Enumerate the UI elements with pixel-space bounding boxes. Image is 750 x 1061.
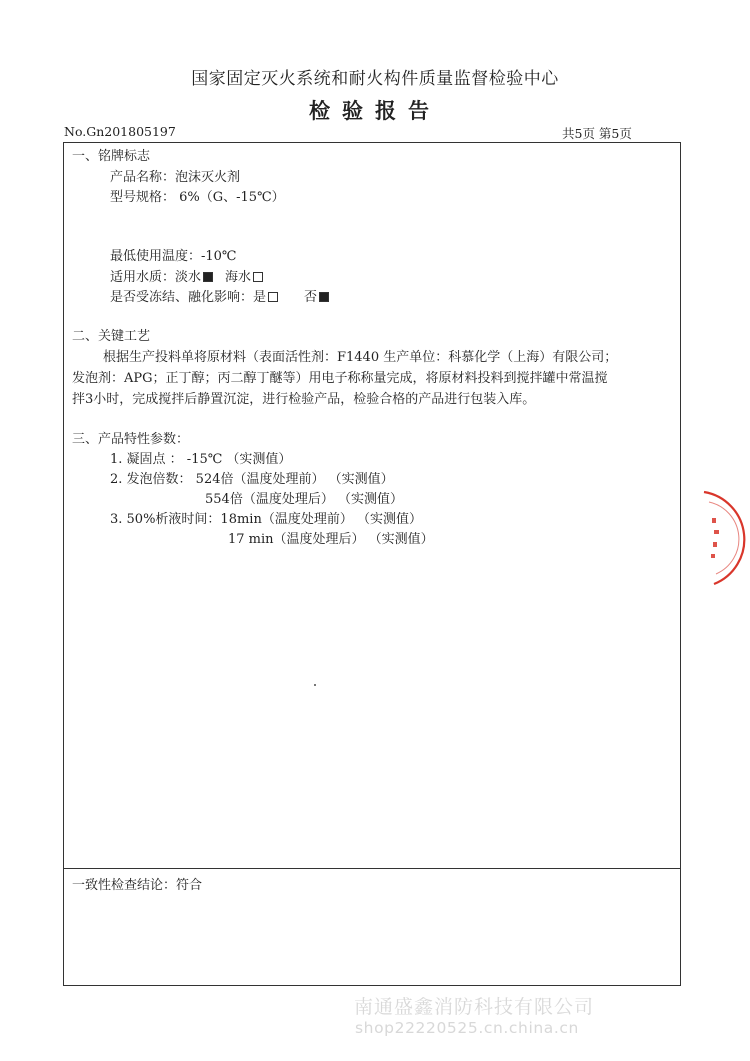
param-drainage-after: 17 min（温度处理后） （实测值） [228,532,434,547]
section3-heading: 三、产品特性参数： [72,432,190,447]
ink-speck [314,684,316,686]
document-number: No.Gn201805197 [64,124,176,139]
sea-water-label: 海水 [225,270,252,285]
min-temp: 最低使用温度：-10℃ [110,249,237,264]
section1-heading: 一、铭牌标志 [72,149,151,164]
no-checkbox [319,292,329,302]
conclusion: 一致性检查结论：符合 [72,878,203,893]
water-quality-row [110,266,263,285]
process-line-1: 根据生产投料单将原材料（表面活性剂：F1440 生产单位：科慕化学（上海）有限公司； [103,350,618,365]
conclusion-divider [63,868,681,869]
param-expansion-after: 554倍（温度处理后） （实测值） [205,492,403,507]
red-seal-stamp [690,488,750,588]
no-label: 否 [304,290,318,305]
freeze-row [110,286,329,305]
freeze-label: 是否受冻结、融化影响： [110,290,254,305]
product-name: 产品名称：泡沫灭火剂 [110,170,241,185]
process-line-3: 拌3小时，完成搅拌后静置沉淀，进行检验产品，检验合格的产品进行包装入库。 [72,392,536,407]
fresh-water-checkbox [203,272,213,282]
page-info: 共5页 第5页 [562,126,632,141]
section2-heading: 二、关键工艺 [72,329,151,344]
watermark-url: shop22220525.cn.china.cn [355,1019,579,1037]
yes-label: 是 [253,290,267,305]
watermark-company: 南通盛鑫消防科技有限公司 [354,996,595,1018]
model-spec: 型号规格： 6%（G、-15℃） [110,190,285,205]
process-line-2: 发泡剂：APG；正丁醇；丙二醇丁醚等）用电子称称量完成，将原材料投料到搅拌罐中常温搅 [72,371,608,386]
report-title: 检验报告 [309,98,441,123]
yes-checkbox [268,292,278,302]
fresh-water-label: 淡水 [175,270,202,285]
param-expansion-before: 2. 发泡倍数： 524倍（温度处理前） （实测值） [110,472,394,487]
water-quality-label: 适用水质： [110,270,176,285]
sea-water-checkbox [253,272,263,282]
param-freezing-point: 1. 凝固点 ： -15℃ （实测值） [110,452,292,467]
param-drainage-before: 3. 50%析液时间：18min（温度处理前） （实测值） [110,512,422,527]
org-title: 国家固定灭火系统和耐火构件质量监督检验中心 [191,69,559,89]
